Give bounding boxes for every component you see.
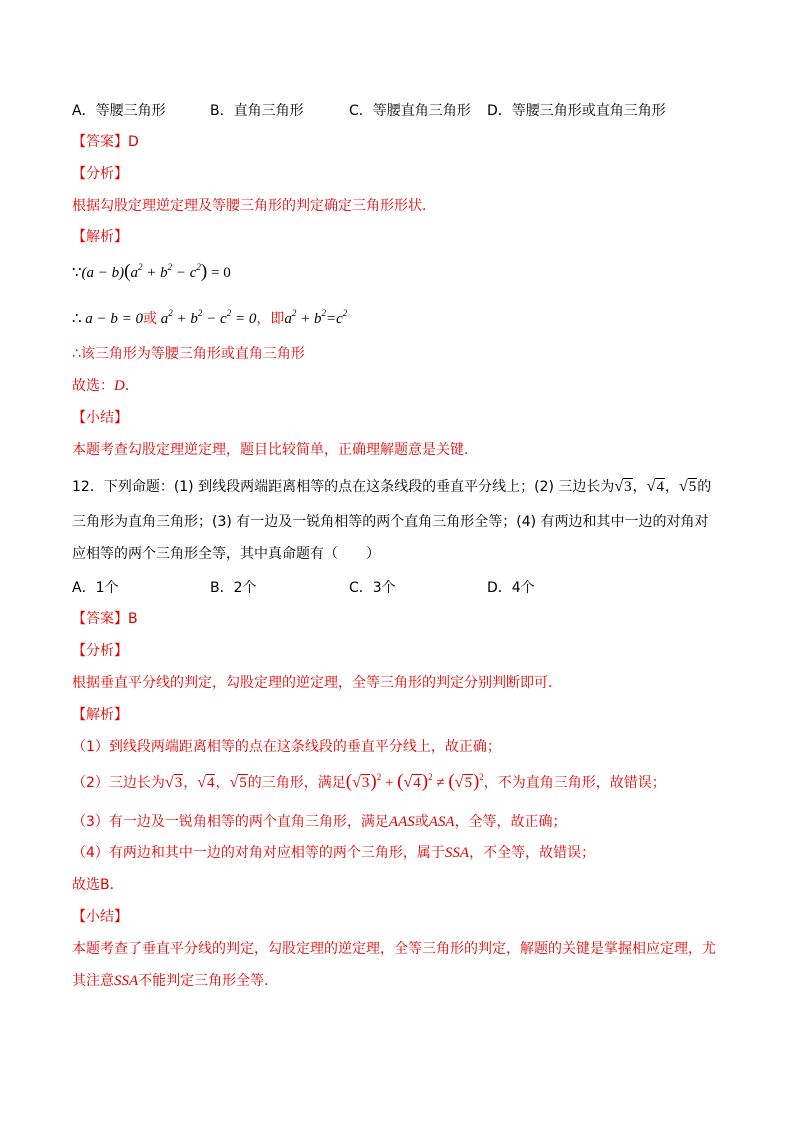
step2-ie: ，即 xyxy=(256,311,285,327)
q11-analysis-label: 【分析】 xyxy=(72,166,128,182)
q11-step1: ∵(a − $b)(a^2 + b^2 - c^2) = 0$ xyxy=(72,261,231,282)
answer-label: 【答案】 xyxy=(72,611,128,627)
q11-summary-label: 【小结】 xyxy=(72,410,128,426)
q12-stem-text: 12．下列命题：(1) 到线段两端距离相等的点在这条线段的垂直平分线上；(2) 三边长为 xyxy=(72,479,615,495)
because-symbol: ∵ xyxy=(72,265,82,281)
q12-summary-line1: 本题考查了垂直平分线的判定，勾股定理的逆定理，全等三角形的判定，解题的关键是掌握相应定理，尤 xyxy=(72,941,716,957)
q11-summary: 本题考查勾股定理逆定理，题目比较简单，正确理解题意是关键． xyxy=(72,442,478,458)
q12-choose: 故选B． xyxy=(72,877,124,893)
q11-analysis: 根据勾股定理逆定理及等腰三角形的判定确定三角形形状． xyxy=(72,198,436,214)
q12-sol4: （4）有两边和其中一边的对角对应相等的两个三角形，属于SSA，不全等，故错误； xyxy=(72,845,596,861)
q12-option-c: C．3个 xyxy=(349,580,396,596)
q11-option-c: C．等腰直角三角形 xyxy=(349,103,471,119)
q12-summary-line2: 其注意SSA不能判定三角形全等． xyxy=(72,973,279,989)
answer-value: B xyxy=(128,611,138,627)
q12-stem-line3: 应相等的两个三角形全等，其中真命题有（ ） xyxy=(72,546,380,562)
q12-stem-line2: 三角形为直角三角形；(3) 有一边及一锐角相等的两个直角三角形全等；(4) 有两边和其中一边的对角对 xyxy=(72,514,709,530)
q12-option-b: B．2个 xyxy=(210,580,257,596)
answer-value: D xyxy=(128,134,139,150)
choose-value: D xyxy=(114,378,125,394)
q11-option-a: A．等腰三角形 xyxy=(72,103,166,119)
q12-analysis-label: 【分析】 xyxy=(72,643,128,659)
ssa-term: SSA xyxy=(114,973,139,989)
q12-answer xyxy=(72,609,138,629)
step2-a: a − b = 0 xyxy=(85,311,144,327)
sqrt-5: √5 xyxy=(229,774,247,791)
q12-sol2: （2）三边长为√3，√4，√5的三角形，满足$(√3)^2 + (√4)^2 \ne (√5)^2$，不为直角三角形，故错误； xyxy=(72,771,666,792)
q11-step2 xyxy=(72,309,347,329)
asa-term: ASA xyxy=(428,814,455,830)
sol2-prefix: （2）三边长为 xyxy=(72,775,165,791)
sqrt-4: √4 xyxy=(197,774,215,791)
sqrt-5: √5 xyxy=(678,478,697,495)
choose-suffix: ． xyxy=(124,378,139,394)
therefore-symbol: ∴ xyxy=(72,311,82,327)
sol2-mid: 的三角形，满足 xyxy=(247,775,346,791)
q11-option-b: B．直角三角形 xyxy=(210,103,304,119)
answer-label: 【答案】 xyxy=(72,134,128,150)
q11-step3: ∴该三角形为等腰三角形或直角三角形 xyxy=(72,346,305,362)
step2-or: 或 xyxy=(143,311,158,327)
aas-term: AAS xyxy=(388,814,415,830)
q11-solution-label: 【解析】 xyxy=(72,229,128,245)
q12-analysis: 根据垂直平分线的判定，勾股定理的逆定理，全等三角形的判定分别判断即可． xyxy=(72,675,562,691)
choose-prefix: 故选： xyxy=(72,378,114,394)
step1-expr-left: (a − b) xyxy=(81,265,125,281)
q12-stem-line1: 12．下列命题：(1) 到线段两端距离相等的点在这条线段的垂直平分线上；(2) 三边长为√3，√4，√5的 xyxy=(72,478,712,495)
sqrt-3: √3 xyxy=(164,774,183,791)
sol2-suffix: ，不为直角三角形，故错误； xyxy=(483,775,666,791)
sqrt-3: √3 xyxy=(614,478,632,495)
step1-expr-inner: $a^2 + b^2 - c^2$ xyxy=(130,262,201,281)
q11-option-d: D．等腰三角形或直角三角形 xyxy=(487,103,666,119)
ssa-term: SSA xyxy=(444,845,470,861)
q12-summary-label: 【小结】 xyxy=(72,909,128,925)
q11-choose xyxy=(72,376,139,396)
step2-c: $a^2 + b^2=c^2$ xyxy=(284,308,348,327)
q12-option-a: A．1个 xyxy=(72,580,119,596)
q12-sol3: （3）有一边及一锐角相等的两个直角三角形，满足AAS或ASA，全等，故正确； xyxy=(72,814,567,830)
q12-solution-label: 【解析】 xyxy=(72,707,128,723)
step1-expr-right: = 0 xyxy=(210,265,231,281)
sol2-inequality: $(√3)^2 + (√4)^2 \ne (√5)^2$ xyxy=(345,771,484,792)
q12-sol1: （1）到线段两端距离相等的点在这条线段的垂直平分线上，故正确； xyxy=(72,739,501,755)
q12-option-d: D．4个 xyxy=(487,580,535,596)
sqrt-4: √4 xyxy=(646,478,664,495)
q11-answer xyxy=(72,132,139,152)
step2-b: $a^2 + b^2 - c^2 = 0$ xyxy=(160,308,257,327)
